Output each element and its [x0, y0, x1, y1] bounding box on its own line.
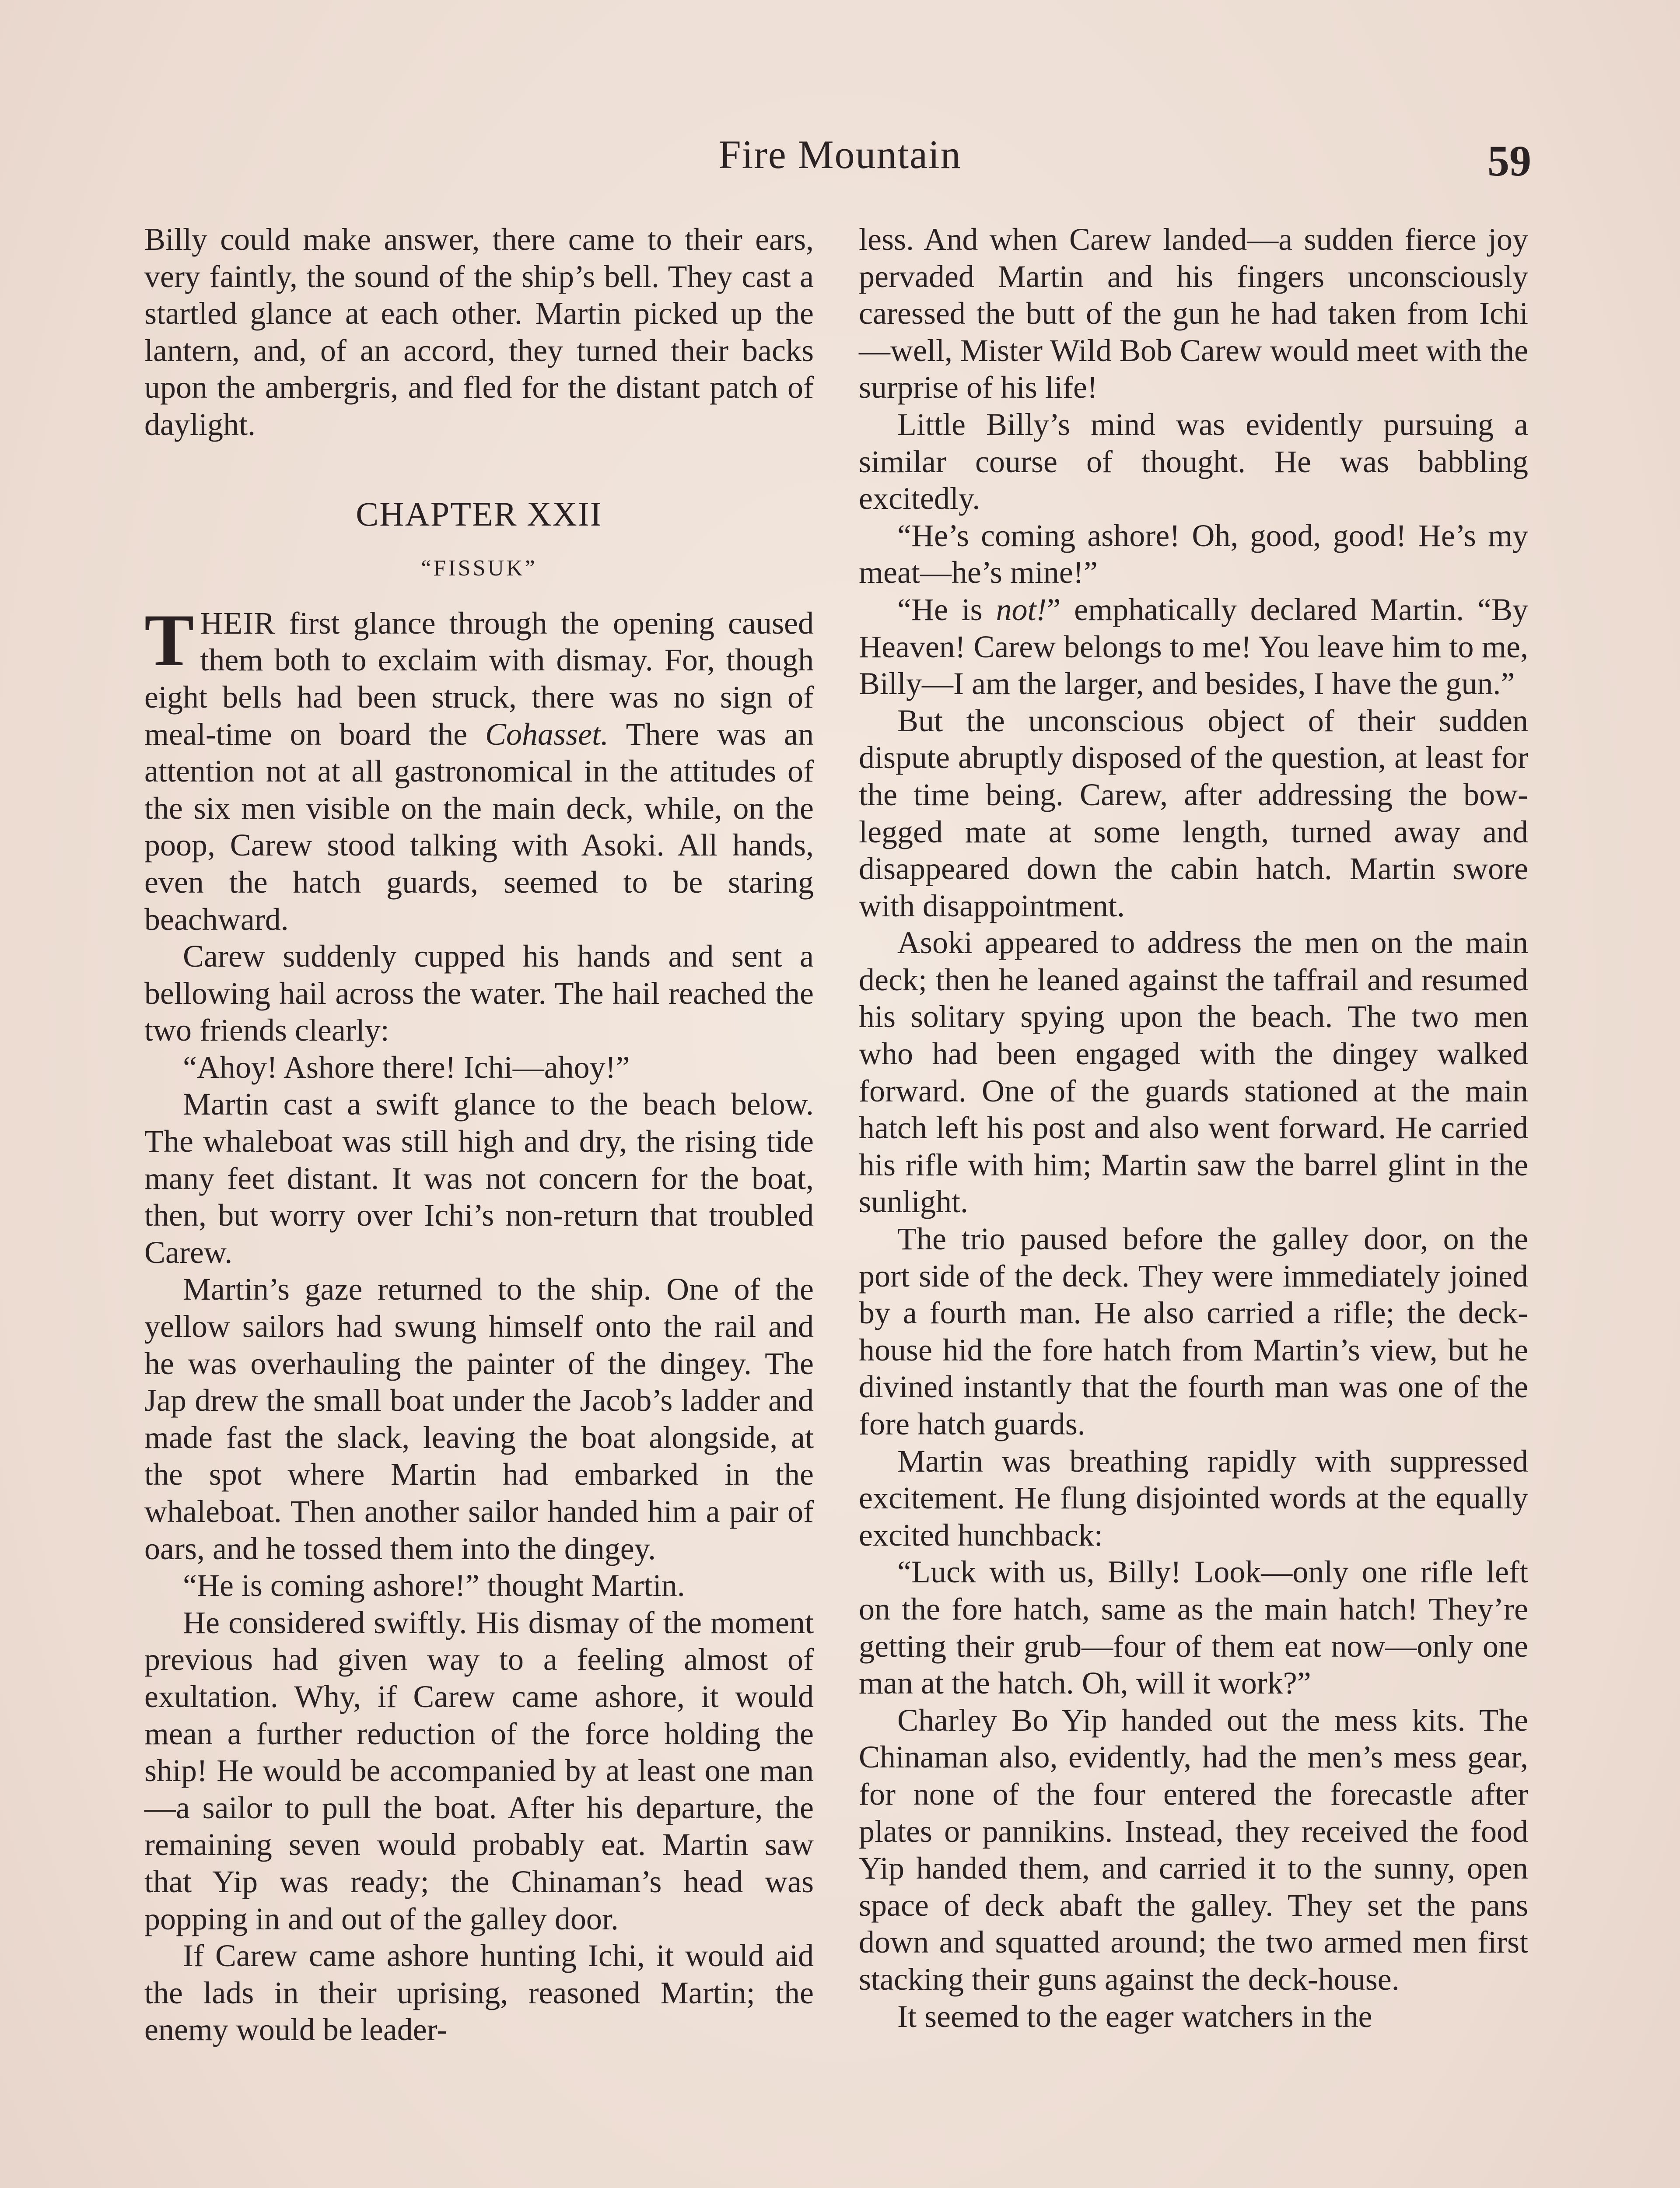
left-column: [144, 221, 814, 2048]
paragraph: Charley Bo Yip handed out the mess kits. The Chinaman also, evidently, had the men’s mess gear, for none of the four entered the forecastle after plates or pannikins. Instead, they received the food Yip handed them, and carried it to the sunny, open space of deck abaft the galley. They set the pans down and squatted around; the two armed men first stacking their guns against the deck-house.: [859, 1702, 1528, 1997]
paragraph: Martin cast a swift glance to the beach below. The whaleboat was still high and dry, the rising tide many feet distant. It was not concern for the boat, then, but worry over Ichi’s non-return that troubled Carew.: [144, 1087, 814, 1270]
paragraph-text: ” emphatically declared Martin. “By Heaven! Carew belongs to me! You leave him to me, Billy—I am the larger, and besides, I have the gun.”: [859, 592, 1529, 701]
paragraph: He considered swiftly. His dismay of the moment previous had given way to a feeling almost of exultation. Why, if Carew came ashore, it would mean a further reduction of the force holding the ship! He would be accompanied by at least one man —a sailor to pull the boat. After his departure, the remaining seven would probably eat. Martin saw that Yip was ready; the Chinaman’s head was popping in and out of the galley door.: [144, 1605, 814, 1936]
paragraph: “He’s coming ashore! Oh, good, good! He’s my meat—he’s mine!”: [859, 518, 1528, 590]
paragraph: Martin’s gaze returned to the ship. One of the yellow sailors had swung himself onto the rail and he was overhauling the painter of the dingey. The Jap drew the small boat under the Jacob’s ladder and made fast the slack, leaving the boat alongside, at the spot where Martin had embarked in the whaleboat. Then another sailor handed him a pair of oars, and he tossed them into the dingey.: [144, 1272, 814, 1566]
paragraph-text: “He is: [897, 592, 996, 627]
paragraph-text: first glance through the opening caused them both to exclaim with dismay. For, though eight bells had been struck, there was no sign of meal-time on board the: [144, 605, 814, 752]
emphasis: not!: [996, 592, 1047, 627]
paragraph: If Carew came ashore hunting Ichi, it would aid the lads in their uprising, reasoned Martin; the enemy would be leader-: [144, 1938, 814, 2048]
paragraph: The trio paused before the galley door, on the port side of the deck. They were immediately joined by a fourth man. He also carried a rifle; the deck-house hid the fore hatch from Martin’s view, but he divined instantly that the fourth man was one of the fore hatch guards.: [859, 1221, 1528, 1441]
paragraph: “Ahoy! Ashore there! Ichi—ahoy!”: [183, 1049, 630, 1085]
paragraph: Little Billy’s mind was evidently pursuing a similar course of thought. He was babbling excitedly.: [859, 407, 1528, 516]
page-number: 59: [1488, 137, 1531, 185]
paragraph: Carew suddenly cupped his hands and sent a bellowing hail across the water. The hail reached the two friends clearly:: [144, 939, 814, 1048]
chapter-heading: CHAPTER XXII: [356, 494, 602, 533]
paragraph: Asoki appeared to address the men on the main deck; then he leaned against the taffrail and resumed his solitary spying upon the beach. The two men who had been engaged with the dingey walked forward. One of the guards stationed at the main hatch left his post and also went forward. He carried his rifle with him; Martin saw the barrel glint in the sunlight.: [859, 925, 1528, 1220]
paragraph: But the unconscious object of their sudden dispute abruptly disposed of the question, at least for the time being. Carew, after addressing the bow-legged mate at some length, turned away and disappeared down the cabin hatch. Martin swore with disappointment.: [859, 703, 1528, 923]
paragraph: [859, 591, 1528, 702]
ship-name: Cohasset.: [485, 716, 609, 752]
paragraph: Martin was breathing rapidly with suppressed excitement. He flung disjointed words at the equally excited hunchback:: [859, 1443, 1528, 1553]
paragraph-text: There was an attention not at all gastronomical in the attitudes of the six men visible on the main deck, while, on the poop, Carew stood talking with Asoki. All hands, even the hatch guards, seemed to be staring beachward.: [144, 716, 814, 937]
paragraph: “He is coming ashore!” thought Martin.: [183, 1568, 685, 1603]
paragraph: less. And when Carew landed—a sudden fierce joy pervaded Martin and his fingers unconsciously caressed the butt of the gun he had taken from Ichi—well, Mister Wild Bob Carew would meet with the surprise of his life!: [859, 222, 1528, 405]
chapter-opening-paragraph: [144, 599, 814, 938]
chapter-subtitle: “FISSUK”: [421, 556, 537, 581]
drop-cap: T: [144, 599, 194, 681]
running-header-title: Fire Mountain: [718, 132, 962, 177]
paragraph: Billy could make answer, there came to their ears, very faintly, the sound of the ship’s bell. They cast a startled glance at each other. Martin picked up the lantern, and, of an accord, they turned their backs upon the ambergris, and fled for the distant patch of daylight.: [144, 222, 814, 442]
paragraph: “Luck with us, Billy! Look—only one rifle left on the fore hatch, same as the main hatch! They’re getting their grub—four of them eat now—only one man at the hatch. Oh, will it work?”: [859, 1554, 1528, 1701]
right-column: [859, 221, 1528, 2035]
lead-word: HEIR: [200, 605, 276, 641]
paragraph: It seemed to the eager watchers in the: [897, 1999, 1372, 2034]
